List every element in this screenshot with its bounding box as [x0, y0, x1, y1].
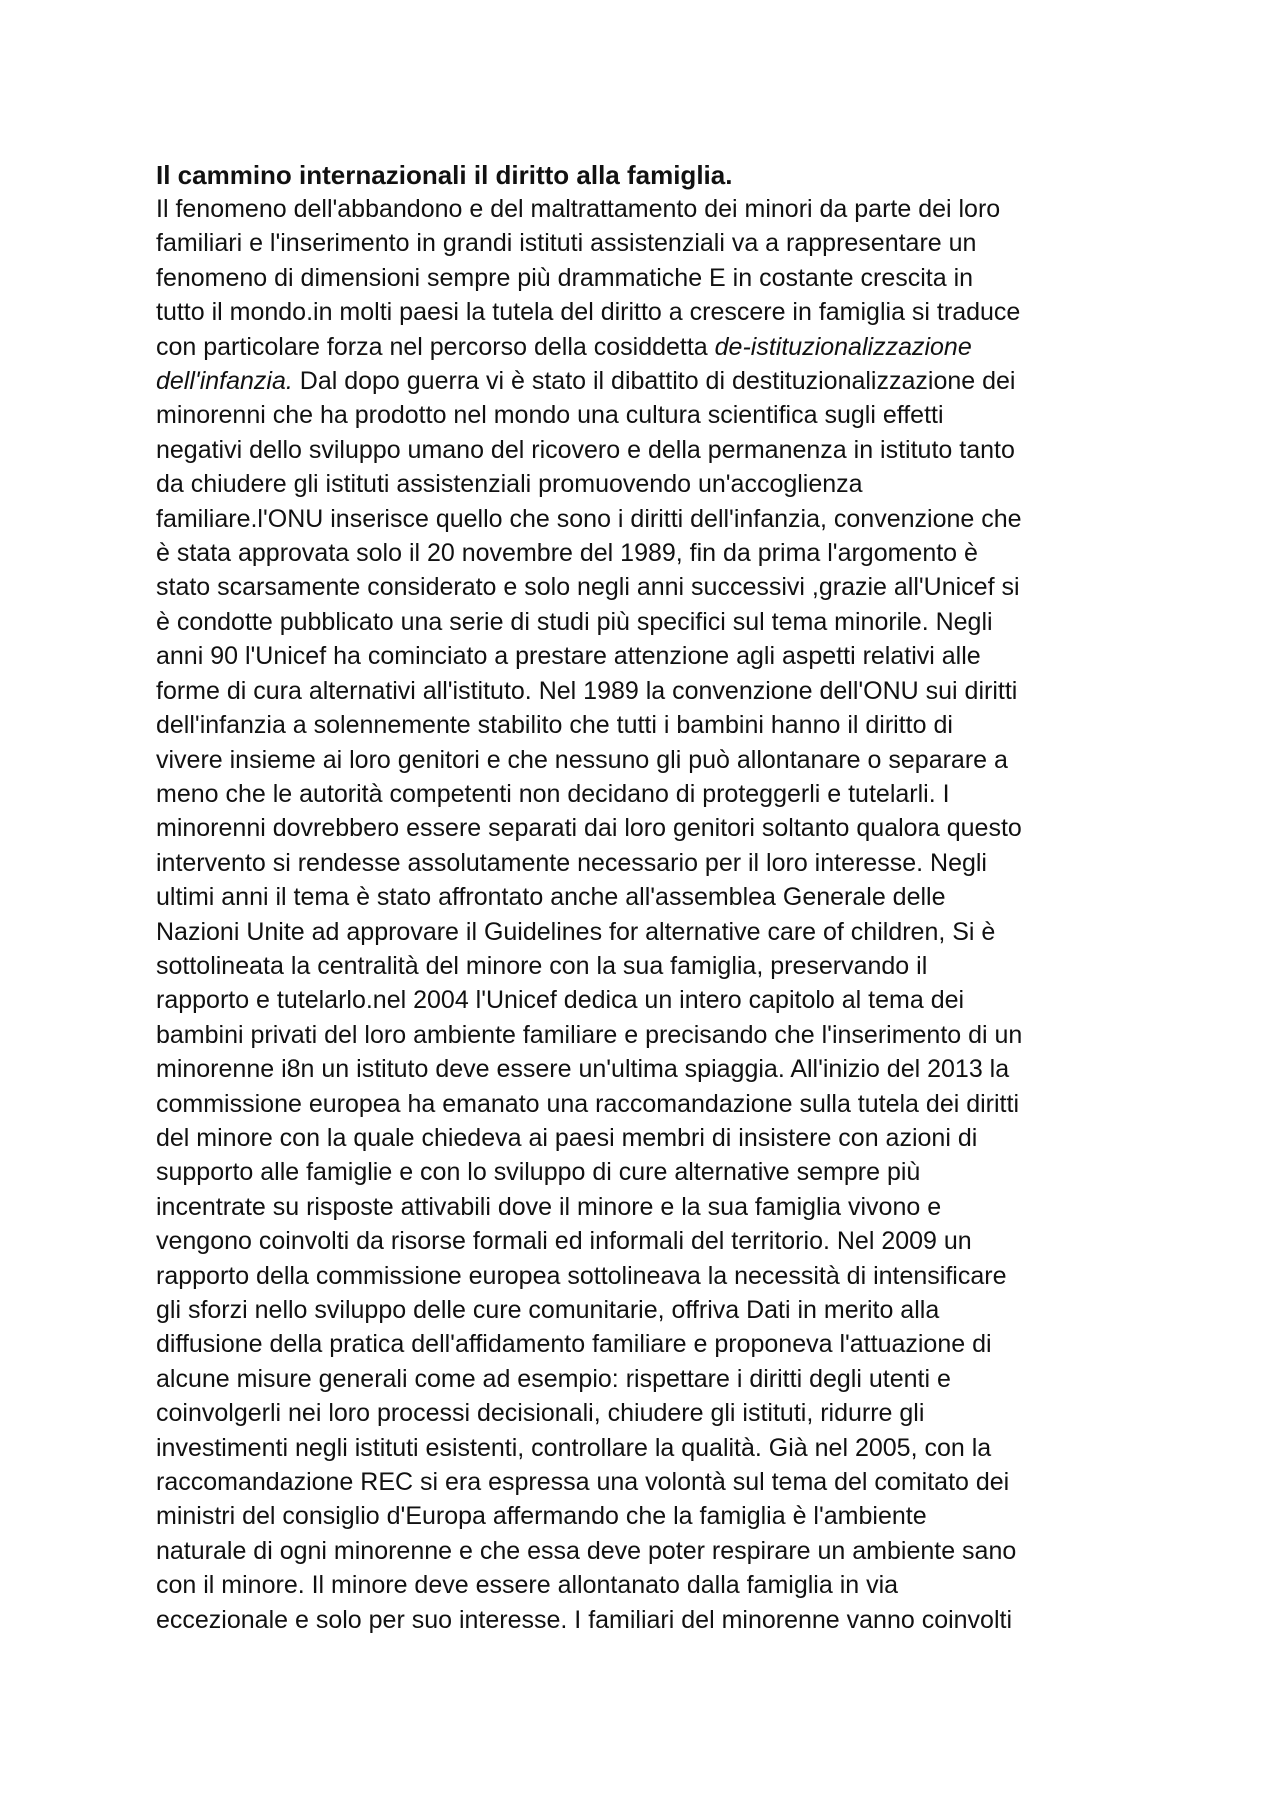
text-line: diffusione della pratica dell'affidamento familiare e proponeva l'attuazione di — [156, 1330, 992, 1359]
text-line: Nazioni Unite ad approvare il Guidelines for alternative care of children, Si è — [156, 917, 996, 946]
text-line: supporto alle famiglie e con lo sviluppo di cure alternative sempre più — [156, 1158, 921, 1187]
document-title: Il cammino internazionali il diritto alla famiglia. — [156, 160, 733, 190]
text-line: anni 90 l'Unicef ha cominciato a prestare attenzione agli aspetti relativi alle — [156, 642, 981, 671]
text-line: minorenni dovrebbero essere separati dai loro genitori soltanto qualora questo — [156, 814, 1022, 843]
text-line: con il minore. Il minore deve essere allontanato dalla famiglia in via — [156, 1571, 899, 1600]
text-line: stato scarsamente considerato e solo negli anni successivi ,grazie all'Unicef si — [156, 573, 1020, 602]
text-line: minorenne i8n un istituto deve essere un'ultima spiaggia. All'inizio del 2013 la — [156, 1055, 1010, 1084]
italic-term: dell'infanzia. — [156, 367, 293, 396]
document-page — [156, 158, 1136, 1637]
text-line: tutto il mondo.in molti paesi la tutela del diritto a crescere in famiglia si traduce — [156, 298, 1021, 327]
text-line: fenomeno di dimensioni sempre più drammatiche E in costante crescita in — [156, 263, 974, 292]
text-line: raccomandazione REC si era espressa una volontà sul tema del comitato dei — [156, 1468, 1010, 1497]
text-line: Il fenomeno dell'abbandono e del maltrattamento dei minori da parte dei loro — [156, 195, 1001, 223]
text-line: bambini privati del loro ambiente familiare e precisando che l'inserimento di un — [156, 1020, 1023, 1049]
text-line: commissione europea ha emanato una raccomandazione sulla tutela dei diritti — [156, 1089, 1020, 1118]
text-line — [156, 364, 1136, 398]
text-line: è stata approvata solo il 20 novembre del 1989, fin da prima l'argomento è — [156, 539, 978, 568]
text-line: negativi dello sviluppo umano del ricovero e della permanenza in istituto tanto — [156, 435, 1015, 464]
text-segment: con particolare forza nel percorso della cosiddetta — [156, 332, 715, 361]
text-line: è condotte pubblicato una serie di studi più specifici sul tema minorile. Negli — [156, 607, 993, 636]
text-line: eccezionale e solo per suo interesse. I familiari del minorenne vanno coinvolti — [156, 1605, 1013, 1634]
text-line: alcune misure generali come ad esempio: rispettare i diritti degli utenti e — [156, 1364, 951, 1393]
text-line: minorenni che ha prodotto nel mondo una cultura scientifica sugli effetti — [156, 401, 944, 430]
text-line: vivere insieme ai loro genitori e che nessuno gli può allontanare o separare a — [156, 745, 1008, 774]
text-line: vengono coinvolti da risorse formali ed informali del territorio. Nel 2009 un — [156, 1227, 972, 1256]
text-line: sottolineata la centralità del minore con la sua famiglia, preservando il — [156, 951, 928, 980]
text-line: dell'infanzia a solennemente stabilito che tutti i bambini hanno il diritto di — [156, 711, 953, 740]
text-line: ultimi anni il tema è stato affrontato anche all'assemblea Generale delle — [156, 883, 946, 912]
text-line: familiari e l'inserimento in grandi istituti assistenziali va a rappresentare un — [156, 229, 977, 258]
text-line: naturale di ogni minorenne e che essa deve poter respirare un ambiente sano — [156, 1536, 1017, 1565]
text-line: coinvolgerli nei loro processi decisionali, chiudere gli istituti, ridurre gli — [156, 1399, 925, 1428]
text-line — [156, 330, 1136, 364]
italic-term: de-istituzionalizzazione — [714, 332, 972, 361]
text-line: da chiudere gli istituti assistenziali promuovendo un'accoglienza — [156, 470, 863, 499]
text-line: rapporto e tutelarlo.nel 2004 l'Unicef dedica un intero capitolo al tema dei — [156, 986, 965, 1015]
text-line: forme di cura alternativi all'istituto. Nel 1989 la convenzione dell'ONU sui diritti — [156, 676, 1018, 705]
text-line: rapporto della commissione europea sottolineava la necessità di intensificare — [156, 1261, 1007, 1290]
text-line: meno che le autorità competenti non decidano di proteggerli e tutelarli. I — [156, 779, 950, 808]
text-line: familiare.l'ONU inserisce quello che sono i diritti dell'infanzia, convenzione che — [156, 504, 1022, 533]
text-line: del minore con la quale chiedeva ai paesi membri di insistere con azioni di — [156, 1123, 978, 1152]
document-body — [156, 192, 1136, 1637]
text-line: intervento si rendesse assolutamente necessario per il loro interesse. Negli — [156, 848, 987, 877]
text-line: gli sforzi nello sviluppo delle cure comunitarie, offriva Dati in merito alla — [156, 1296, 940, 1324]
text-segment: Dal dopo guerra vi è stato il dibattito di destituzionalizzazione dei — [292, 367, 1016, 396]
text-line: ministri del consiglio d'Europa affermando che la famiglia è l'ambiente — [156, 1502, 927, 1531]
text-line: incentrate su risposte attivabili dove il minore e la sua famiglia vivono e — [156, 1192, 942, 1221]
text-line: investimenti negli istituti esistenti, controllare la qualità. Già nel 2005, con la — [156, 1433, 992, 1462]
